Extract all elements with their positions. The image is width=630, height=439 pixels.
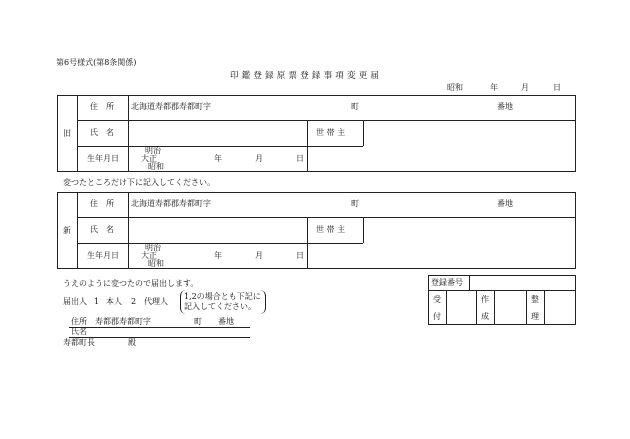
mayor-label: 寿都町長 bbox=[63, 338, 95, 347]
applicant-address-value: 寿都郡寿都町字 bbox=[95, 317, 151, 326]
old-birth-month: 月 bbox=[255, 154, 263, 163]
applicant-town-label: 町 bbox=[194, 317, 202, 326]
submission-statement: うえのように変つたので届出します。 bbox=[63, 279, 199, 288]
page-title: 印鑑登録原票登録事項変更届 bbox=[230, 71, 383, 81]
date-day: 日 bbox=[553, 83, 561, 92]
arranged-label-2: 理 bbox=[531, 312, 539, 321]
date-month: 月 bbox=[521, 83, 529, 92]
new-town-label: 町 bbox=[351, 199, 359, 208]
old-era-meiji: 明治 bbox=[145, 146, 161, 155]
applicant-note-line-1: 1,2の場合とも下記に bbox=[184, 292, 261, 301]
created-label-2: 成 bbox=[481, 312, 489, 321]
old-birthdate-label: 生年月日 bbox=[87, 154, 119, 163]
applicant-label: 届出人 bbox=[63, 297, 87, 306]
applicant-address-label: 住所 bbox=[71, 317, 87, 326]
received-label-1: 受 bbox=[433, 295, 441, 304]
date-era: 昭和 bbox=[447, 83, 463, 92]
new-address-label: 住 所 bbox=[90, 199, 114, 208]
new-householder-label: 世 帯 主 bbox=[316, 225, 346, 234]
mayor-honorific: 殿 bbox=[128, 338, 136, 347]
old-section-label: 旧 bbox=[63, 129, 71, 138]
old-town-label: 町 bbox=[351, 102, 359, 111]
applicant-address-underline bbox=[69, 327, 250, 328]
created-label-1: 作 bbox=[481, 295, 489, 304]
change-instruction: 変つたところだけ下に記入してください。 bbox=[63, 178, 215, 187]
new-era-taisho: 大正 bbox=[141, 251, 157, 260]
new-name-label: 氏 名 bbox=[90, 225, 114, 234]
applicant-option-2-number: 2 bbox=[131, 297, 137, 306]
new-lot-label: 番地 bbox=[497, 199, 513, 208]
old-name-label: 氏 名 bbox=[90, 128, 114, 137]
old-birth-year: 年 bbox=[214, 154, 222, 163]
applicant-name-label: 氏名 bbox=[71, 327, 87, 336]
form-number: 第6号様式(第8条関係) bbox=[56, 58, 137, 67]
arranged-label-1: 整 bbox=[531, 295, 539, 304]
new-era-meiji: 明治 bbox=[145, 243, 161, 252]
old-lot-label: 番地 bbox=[497, 102, 513, 111]
old-era-taisho: 大正 bbox=[141, 154, 157, 163]
new-birth-month: 月 bbox=[255, 251, 263, 260]
registration-number-label: 登録番号 bbox=[431, 278, 463, 287]
old-householder-label: 世 帯 主 bbox=[316, 128, 346, 137]
new-birth-day: 日 bbox=[296, 251, 304, 260]
received-label-2: 付 bbox=[433, 312, 441, 321]
old-birth-day: 日 bbox=[296, 154, 304, 163]
applicant-name-underline bbox=[69, 337, 250, 338]
old-address-label: 住 所 bbox=[90, 102, 114, 111]
new-birth-year: 年 bbox=[214, 251, 222, 260]
new-section-label: 新 bbox=[63, 226, 71, 235]
new-birthdate-label: 生年月日 bbox=[87, 251, 119, 260]
date-year: 年 bbox=[490, 83, 498, 92]
applicant-option-agent: 代理人 bbox=[144, 297, 168, 306]
applicant-option-self: 本人 bbox=[106, 297, 122, 306]
applicant-lot-label: 番地 bbox=[218, 317, 234, 326]
applicant-note-line-2: 記入してください。 bbox=[184, 302, 256, 311]
new-era-showa: 昭和 bbox=[148, 259, 164, 268]
applicant-option-1-number: 1 bbox=[94, 297, 100, 306]
new-address-prefix: 北海道寿都郡寿都町字 bbox=[131, 199, 211, 208]
old-era-showa: 昭和 bbox=[148, 162, 164, 171]
old-address-prefix: 北海道寿都郡寿都町字 bbox=[131, 102, 211, 111]
